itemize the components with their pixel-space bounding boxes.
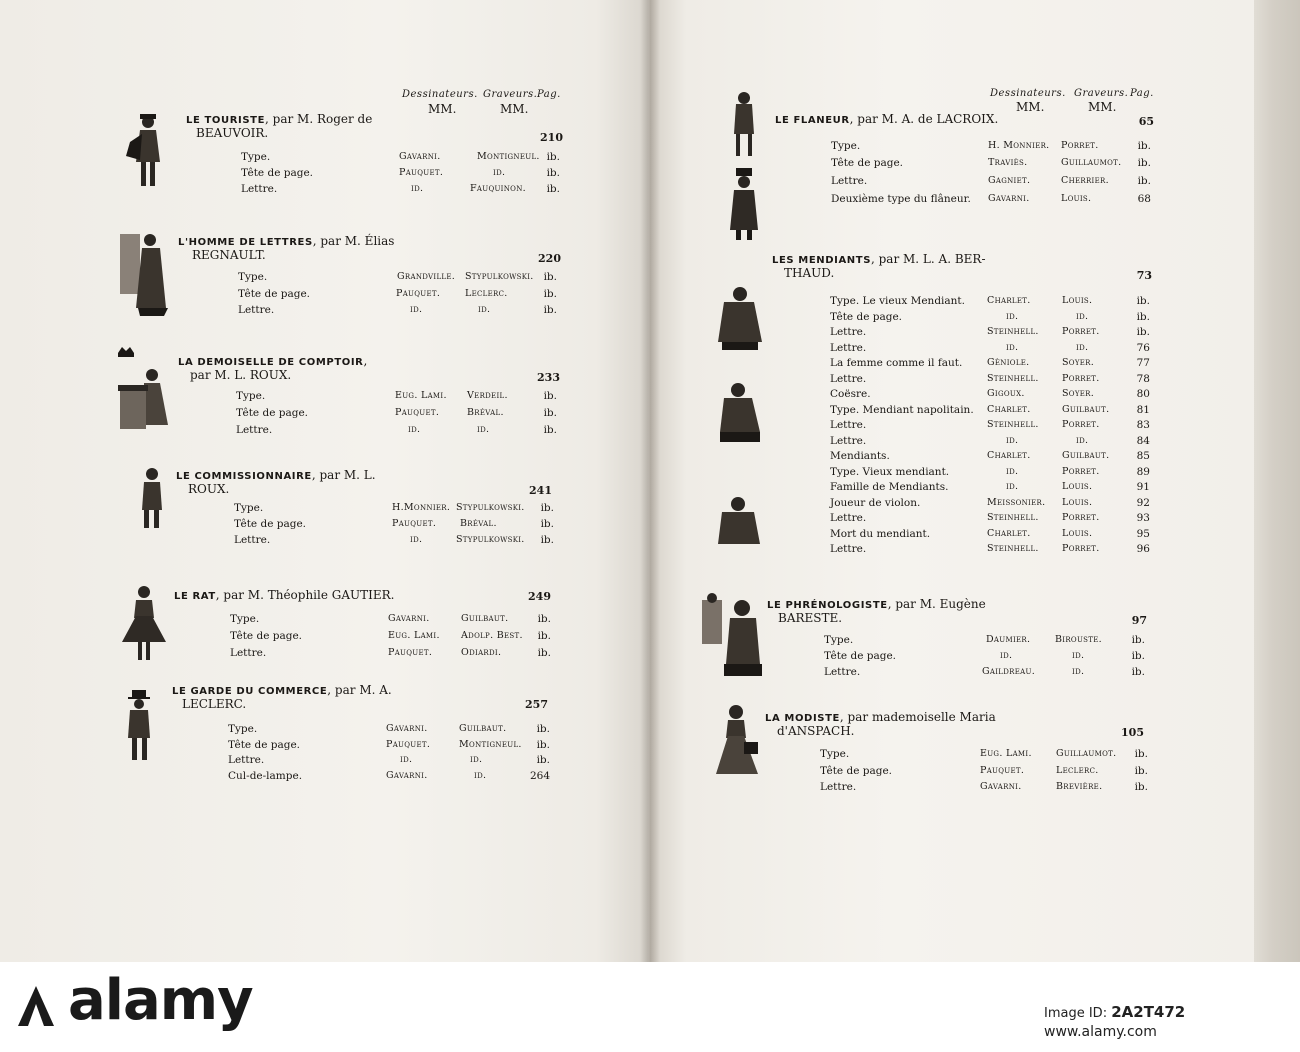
flaneur-figures-icon (722, 90, 768, 242)
entry-author: , par M. L. A. BER- (871, 252, 986, 266)
entry-title: LES MENDIANTS (772, 255, 871, 266)
image-id (1044, 1003, 1185, 1021)
header-graveurs-right: Graveurs. (1074, 88, 1129, 99)
entry-page: 241 (529, 484, 552, 497)
entry-title: LE PHRÉNOLOGISTE (767, 600, 888, 611)
entry-title: LE TOURISTE (186, 115, 266, 126)
entry-title: LA MODISTE (765, 713, 840, 724)
entry-title: LE FLANEUR (775, 115, 850, 126)
header-mm-1: MM. (428, 102, 457, 116)
header-pag-right: Pag. (1130, 88, 1154, 99)
entry-author: , par M. Théophile GAUTIER. (215, 588, 395, 602)
entry-author-cont: d'ANSPACH. (777, 724, 855, 738)
entry-author-cont: LECLERC. (182, 697, 247, 711)
commissionnaire-figure-icon (130, 466, 172, 530)
entry-page: 73 (1136, 269, 1152, 282)
entry-page: 233 (537, 371, 560, 384)
entry-page: 97 (1131, 614, 1147, 627)
entry-author-cont: THAUD. (784, 266, 835, 280)
site-url: www.alamy.com (1044, 1024, 1157, 1040)
garde-du-commerce-figure-icon (118, 690, 162, 764)
alamy-logo-icon (14, 980, 68, 1030)
image-id-value: 2A2T472 (1111, 1003, 1186, 1021)
entry-author: , par M. Roger de (265, 112, 373, 126)
homme-de-lettres-figure-icon (118, 228, 176, 318)
header-mm-2: MM. (500, 102, 529, 116)
entry-author: , par M. A. de LACROIX. (849, 112, 999, 126)
entry-author: , (363, 354, 368, 368)
entry-author: , par M. Élias (312, 234, 395, 248)
entry-author: , par mademoiselle Maria (839, 710, 996, 724)
header-dessinateurs: Dessinateurs. (402, 89, 478, 100)
entry-page: 105 (1121, 726, 1144, 739)
entry-page: 210 (540, 131, 563, 144)
entry-author: , par M. L. (311, 468, 376, 482)
entry-page: 220 (538, 252, 561, 265)
entry-author-cont: BARESTE. (778, 611, 843, 625)
header-pag: Pag. (537, 89, 561, 100)
demoiselle-figure-icon (112, 345, 178, 433)
entry-author-cont: par M. L. ROUX. (190, 368, 292, 382)
entry-page: 65 (1138, 115, 1154, 128)
modiste-figure-icon (710, 702, 762, 778)
header-graveurs: Graveurs. (483, 89, 538, 100)
header-mm-2-right: MM. (1088, 100, 1117, 114)
touriste-figure-icon (116, 112, 172, 190)
alamy-logo-text: alamy (68, 968, 253, 1033)
entry-author-cont: REGNAULT. (192, 248, 266, 262)
header-dessinateurs-right: Dessinateurs. (990, 88, 1066, 99)
entry-author-cont: BEAUVOIR. (196, 126, 269, 140)
rat-dancer-figure-icon (114, 582, 174, 664)
image-id-label: Image ID: (1044, 1006, 1108, 1021)
entry-page: 257 (525, 698, 548, 711)
header-mm-1-right: MM. (1016, 100, 1045, 114)
entry-author: , par M. Eugène (887, 597, 986, 611)
page-edges (1254, 0, 1300, 962)
entry-title: L'HOMME DE LETTRES (178, 237, 313, 248)
book-gutter (640, 0, 660, 962)
entry-title: LE COMMISSIONNAIRE (176, 471, 312, 482)
entry-title: LE GARDE DU COMMERCE (172, 686, 328, 697)
mendiants-figures-icon (710, 282, 772, 552)
phrenologiste-figure-icon (700, 592, 766, 680)
entry-author: , par M. A. (327, 683, 392, 697)
entry-title: LE RAT (174, 591, 216, 602)
entry-page: 249 (528, 590, 551, 603)
entry-title: LA DEMOISELLE DE COMPTOIR (178, 357, 364, 368)
entry-author-cont: ROUX. (188, 482, 230, 496)
